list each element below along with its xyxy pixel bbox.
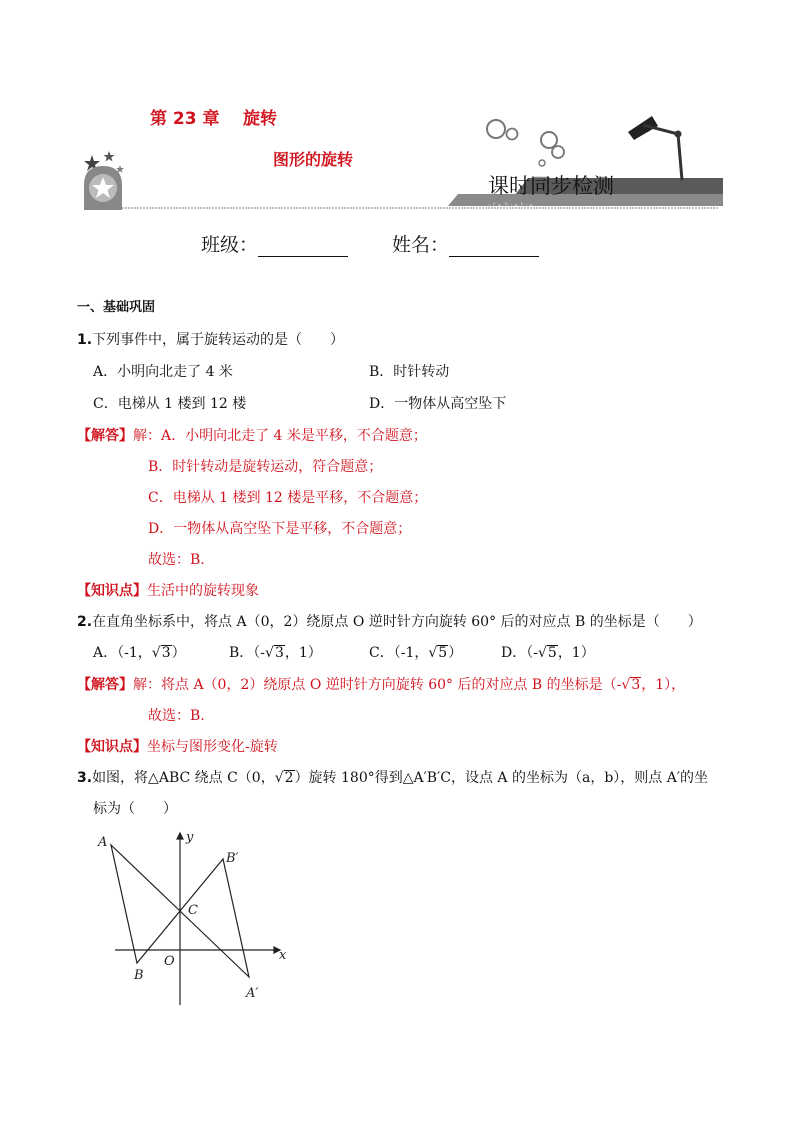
label-y: y — [186, 830, 194, 845]
desk-lamp-icon — [628, 116, 682, 180]
bubble-icon — [507, 129, 518, 140]
label-a-prime: A′ — [246, 986, 259, 1001]
star-icon — [104, 151, 115, 162]
chapter-number: 第 23 章 — [150, 109, 220, 129]
label-b-prime: B′ — [226, 851, 239, 866]
q1-option-a: A．小明向北走了 4 米 — [93, 364, 233, 380]
q3-stem: 3.如图，将△ABC 绕点 C（0，√2）旋转 180°得到△A′B′C，设点 A 的坐标为（a，b），则点 A′的坐 — [77, 770, 709, 786]
q2-option-b: B．（-√3，1） — [229, 645, 322, 661]
label-c: C — [188, 903, 198, 918]
banner-title: 课时同步检测 — [488, 174, 614, 198]
q2-option-c: C．（-1，√5） — [369, 645, 463, 661]
q3-number: 3. — [77, 770, 93, 786]
q1-answer-line-5: 故选：B. — [148, 552, 205, 568]
q2-option-a: A．（-1，√3） — [93, 645, 186, 661]
name-blank[interactable] — [449, 238, 539, 257]
q2-answer-line-1: 【解答】解：将点 A（0，2）绕原点 O 逆时针方向旋转 60° 后的对应点 B 的坐标是（-√3，1）， — [77, 677, 686, 693]
q1-number: 1. — [77, 332, 93, 348]
name-field — [392, 230, 539, 257]
q3-stem-line-2: 标为（ ） — [93, 801, 177, 817]
lesson-title: 图形的旋转 — [273, 150, 354, 169]
q1-answer-line-3: C．电梯从 1 楼到 12 楼是平移，不合题意； — [148, 490, 428, 506]
q3-figure — [90, 825, 300, 1010]
triangle-a2b2c — [180, 859, 249, 977]
class-blank[interactable] — [258, 238, 348, 257]
class-field — [201, 230, 348, 257]
q1-option-d: D．一物体从高空坠下 — [369, 396, 507, 412]
q1-knowledge: 【知识点】生活中的旋转现象 — [77, 583, 259, 599]
section-title: 一、基础巩固 — [77, 300, 156, 315]
q1-option-b: B．时针转动 — [369, 364, 450, 380]
q2-answer-line-2: 故选：B. — [148, 708, 205, 724]
q1-answer-line-2: B．时针转动是旋转运动，符合题意； — [148, 459, 383, 475]
class-label: 班级： — [201, 234, 259, 256]
knowledge-tag: 【知识点】 — [77, 583, 147, 599]
chapter-topic: 旋转 — [243, 109, 277, 129]
q1-answer-line-4: D．一物体从高空坠下是平移，不合题意； — [148, 521, 412, 537]
answer-tag: 【解答】 — [77, 677, 133, 693]
q1-option-c: C．电梯从 1 楼到 12 楼 — [93, 396, 247, 412]
q2-option-d: D．（-√5，1） — [501, 645, 595, 661]
q2-stem: 2.在直角坐标系中，将点 A（0，2）绕原点 O 逆时针方向旋转 60° 后的对应点 B 的坐标是（ ） — [77, 614, 702, 630]
name-label: 姓名： — [392, 234, 450, 256]
q2-number: 2. — [77, 614, 93, 630]
bubble-icon — [487, 120, 505, 138]
label-b: B — [134, 968, 144, 983]
bubble-icon — [541, 132, 557, 148]
knowledge-tag: 【知识点】 — [77, 739, 147, 755]
label-a: A — [98, 835, 108, 850]
q2-knowledge: 【知识点】坐标与图形变化-旋转 — [77, 739, 278, 755]
svg-text:· ♪ ⌁ ♫ · ⌁ ♪ · ⌁: · ♪ ⌁ ♫ · ⌁ ♪ · ⌁ — [488, 202, 533, 209]
answer-tag: 【解答】 — [77, 428, 133, 444]
q1-stem — [77, 331, 344, 349]
label-x: x — [279, 948, 287, 963]
header-banner-graphic — [78, 110, 723, 215]
q1-stem-text: 下列事件中，属于旋转运动的是（ ） — [92, 332, 345, 348]
bubble-icon — [552, 146, 564, 158]
label-o: O — [164, 954, 175, 969]
triangle-abc — [111, 845, 180, 963]
q1-answer-line-1: 【解答】解：A．小明向北走了 4 米是平移，不合题意； — [77, 428, 427, 444]
